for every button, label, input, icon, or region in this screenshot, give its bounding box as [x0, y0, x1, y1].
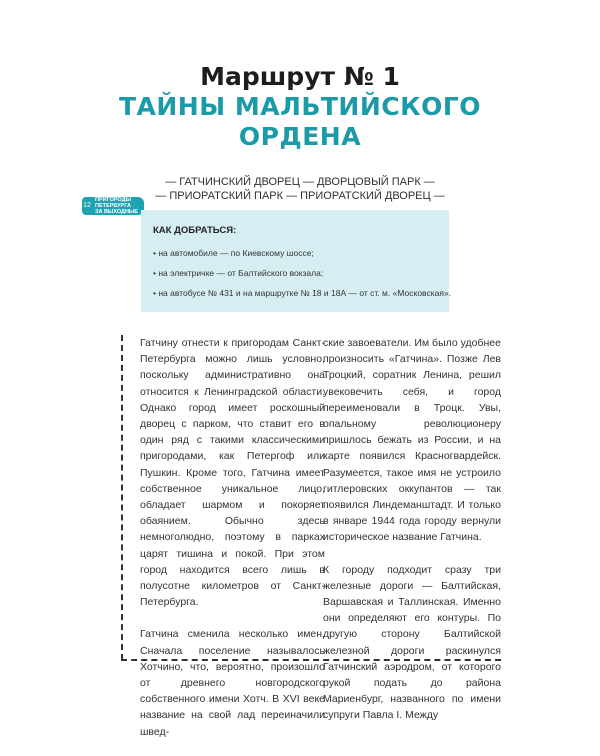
paragraph: К городу подходит сразу три железные дороги — Балтийская, Варшавская и Таллинская. Именно они определяют его контуры. По другую сторону Балтийской железной дороги раскинулся Гатчинский аэродром, от которого рукой подать до района Мариенбург, названного по имени супруги Павла I. Между: [323, 563, 501, 722]
logo-line-1: ПРИГОРОДЫ: [95, 197, 132, 203]
side-tab: [82, 197, 146, 215]
how-to-get-item: • на автобусе № 431 и на маршрутке № 18 и 18А — от ст. м. «Московская».: [153, 288, 452, 298]
text-column-left: [140, 335, 325, 756]
logo-line-3: ЗА ВЫХОДНЫЕ: [95, 209, 138, 215]
paragraph: Гатчину отнести к пригородам Санкт-Петербурга можно лишь условно, поскольку административно она относится к Ленинградской области. Однако город имеет роскошный дворец с парком, что ставит его в один ряд с такими классическими пригородами, как Петергоф или Пушкин. Кроме того, Гатчина имеет собственное уникальное лицо, обладает шармом и покоряет обаянием. Обычно здесь немноголюдно, поэтому в парках царят тишина и покой. При этом город находится всего лишь в полусотне километров от Санкт-Петербурга.: [140, 337, 325, 609]
text-column-right: [323, 335, 501, 740]
route-title: Маршрут № 1: [200, 62, 400, 91]
route-stops-line-1: — ГАТЧИНСКИЙ ДВОРЕЦ — ДВОРЦОВЫЙ ПАРК —: [165, 176, 435, 188]
how-to-get-item: • на автомобиле — по Киевскому шоссе;: [153, 248, 314, 258]
route-stops-line-2: — ПРИОРАТСКИЙ ПАРК — ПРИОРАТСКИЙ ДВОРЕЦ —: [155, 190, 445, 202]
how-to-get-title: КАК ДОБРАТЬСЯ:: [153, 225, 237, 236]
subtitle-line-2: ОРДЕНА: [238, 122, 362, 151]
how-to-get-box: [141, 210, 452, 312]
how-to-get-item: • на электричке — от Балтийского вокзала;: [153, 268, 324, 278]
paragraph: ские завоеватели. Им было удобнее произносить «Гатчина». Позже Лев Троцкий, соратник Ленина, решил увековечить себя, и город переименовали в Троцк. Увы, опальному революционеру пришлось бежать из России, и на карте появился Красногвардейск. Разумеется, такое имя не устроило гитлеровских оккупантов — так появился Линдеманштадт. И только в январе 1944 года городу вернули историческое название Гатчина.: [323, 337, 501, 544]
logo-line-2: ПЕТЕРБУРГА: [95, 203, 131, 209]
subtitle-line-1: ТАЙНЫ МАЛЬТИЙСКОГО: [118, 92, 481, 121]
paragraph: Гатчина сменила несколько имен. Сначала поселение называлось Хотчино, что, вероятно, произошло от древнего новгородского собственного имени Хотч. В XVI веке название на свой лад переиначили швед-: [140, 628, 325, 738]
series-logo-badge: [92, 197, 144, 215]
dashed-border-vertical: [121, 335, 123, 660]
route-subtitle: [0, 92, 600, 152]
page-number: 12: [82, 197, 92, 215]
